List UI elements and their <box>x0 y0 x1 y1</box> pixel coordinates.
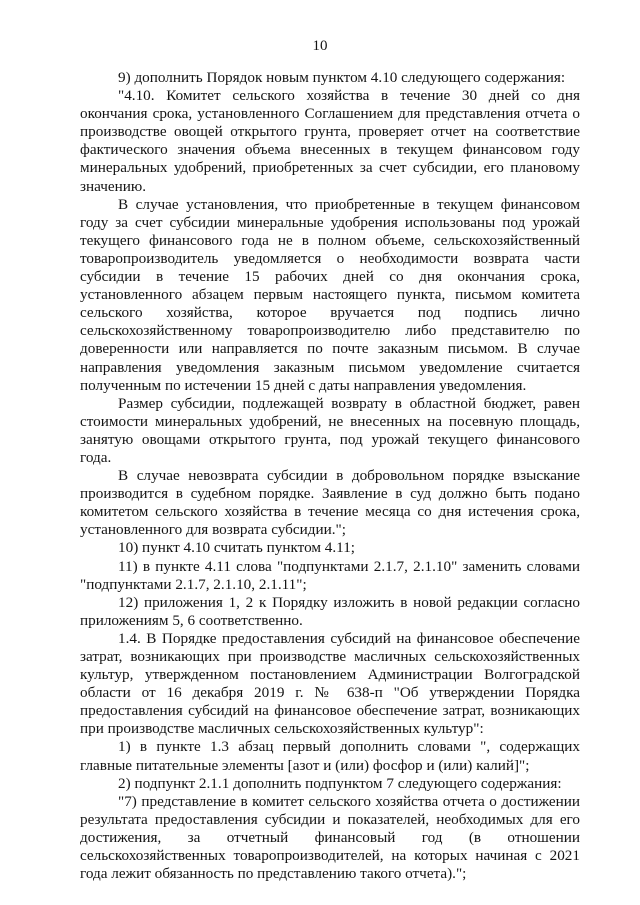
paragraph-clause-4-10: "4.10. Комитет сельского хозяйства в течение 30 дней со дня окончания срока, установленного Соглашением для представления отчета о производстве овощей открытого грунта, проверяет отчет на соответствие фактического значения объема внесенных в текущем финансовом году минеральных удобрений, приобретенных за счет субсидии, его плановому значению. <box>80 87 580 195</box>
paragraph-subitem-2: 2) подпункт 2.1.1 дополнить подпунктом 7 следующего содержания: <box>118 774 562 792</box>
paragraph-subitem-1: 1) в пункте 1.3 абзац первый дополнить словами ", содержащих главные питательные элементы [азот и (или) фосфор и (или) калий]"; <box>80 738 580 774</box>
page-number: 10 <box>312 38 328 54</box>
paragraph-court-recovery: В случае невозврата субсидии в добровольном порядке взыскание производится в судебном порядке. Заявление в суд должно быть подано комитетом сельского хозяйства в течение месяца со дня истечения срока, установленного для возврата субсидии."; <box>80 467 580 539</box>
paragraph-refund-notice: В случае установления, что приобретенные в текущем финансовом году за счет субсидии минеральные удобрения использованы под урожай текущего финансового года не в полном объеме, сельскохозяйственный товаропроизводитель уведомляется о необходимости возврата части субсидии в течение 15 рабочих дней со дня окончания срока, установленного абзацем первым настоящего пункта, письмом комитета сельского хозяйства, которое вручается под подпись лично сельскохозяйственному товаропроизводителю либо представителю по доверенности или направляется по почте заказным письмом. В случае направления уведомления заказным письмом уведомление считается полученным по истечении 15 дней с даты направления уведомления. <box>80 195 580 394</box>
paragraph-refund-amount: Размер субсидии, подлежащей возврату в областной бюджет, равен стоимости минеральных удобрений, не внесенных на посевную площадь, занятую овощами открытого грунта, под урожай текущего финансового года. <box>80 394 580 466</box>
paragraph-item-12: 12) приложения 1, 2 к Порядку изложить в новой редакции согласно приложениям 5, 6 соответственно. <box>80 593 580 629</box>
document-body <box>80 69 580 883</box>
paragraph-item-10: 10) пункт 4.10 считать пунктом 4.11; <box>118 539 356 557</box>
paragraph-subitem-7: "7) представление в комитет сельского хозяйства отчета о достижении результата предоставления субсидии и показателей, необходимых для его достижения, за отчетный финансовый год (в отношении сельскохозяйственных товаропроизводителей, на которых начиная с 2021 года лежит обязанность по представлению такого отчета)."; <box>80 792 580 883</box>
paragraph-item-9: 9) дополнить Порядок новым пунктом 4.10 следующего содержания: <box>118 69 566 86</box>
paragraph-section-1-4: 1.4. В Порядке предоставления субсидий на финансовое обеспечение затрат, возникающих при производстве масличных сельскохозяйственных культур, утвержденном постановлением Администрации Волгоградской области от 16 декабря 2019 г. № 638-п "Об утверждении Порядка предоставления субсидий на финансовое обеспечение затрат, возникающих при производстве масличных сельскохозяйственных культур": <box>80 629 580 738</box>
paragraph-item-11: 11) в пункте 4.11 слова "подпунктами 2.1.7, 2.1.10" заменить словами "подпунктами 2.1.7, 2.1.10, 2.1.11"; <box>80 557 580 593</box>
